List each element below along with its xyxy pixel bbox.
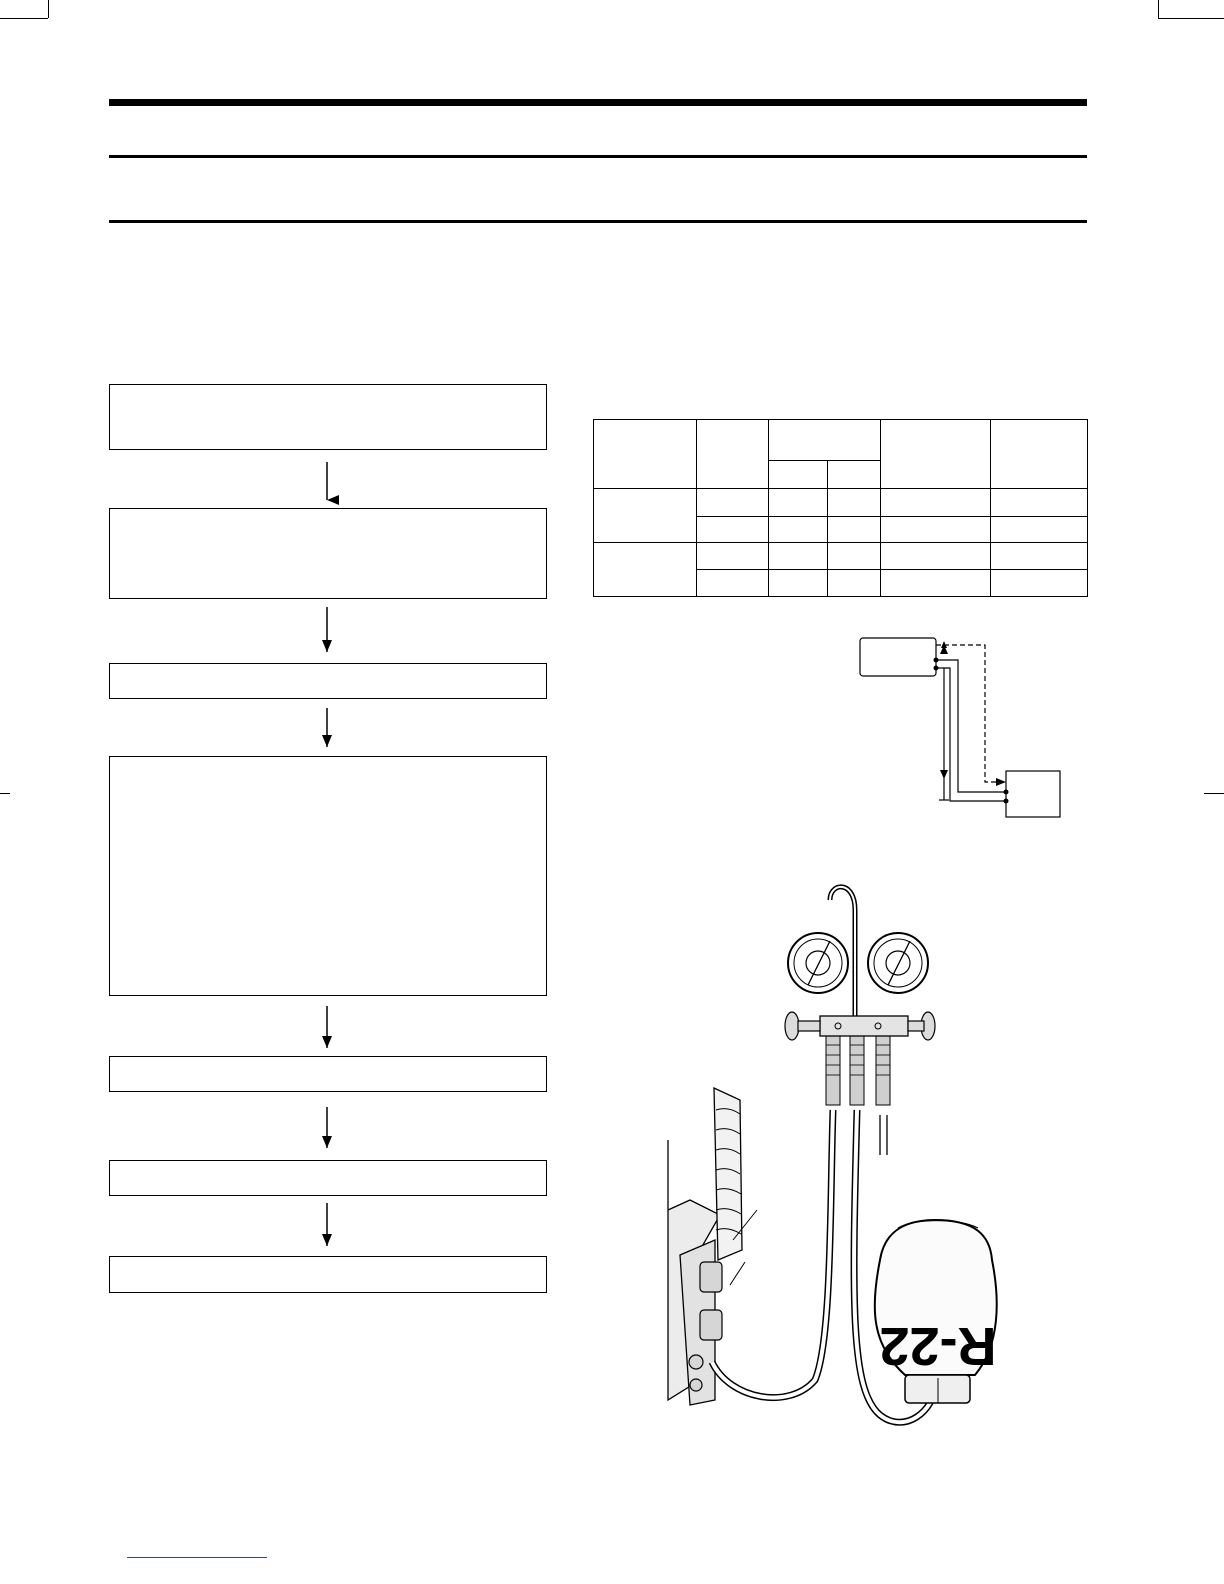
- header-rule-thick: [109, 99, 1087, 106]
- indoor-unit-box: [860, 638, 936, 676]
- piping-schematic: [850, 630, 1070, 825]
- hose-fitting: [850, 1035, 864, 1105]
- drain-line: [936, 645, 1000, 782]
- gauge-cylinder-illustration: [660, 880, 1080, 1440]
- crop-mark: [1204, 793, 1224, 794]
- table-cell: [828, 461, 881, 489]
- table-row: [594, 543, 1088, 570]
- cylinder-label: R-22: [879, 1316, 997, 1376]
- spec-table: [593, 419, 1088, 597]
- table-cell: [696, 420, 769, 489]
- high-pressure-gauge: [868, 933, 928, 993]
- table-cell: [769, 420, 881, 461]
- hose-fitting: [826, 1035, 840, 1105]
- service-valve: [700, 1262, 722, 1292]
- hose-fitting: [876, 1035, 890, 1105]
- crop-mark: [48, 0, 49, 18]
- flow-arrows: [300, 450, 360, 1260]
- service-valve: [700, 1310, 722, 1340]
- manifold-body: [820, 1016, 908, 1036]
- table-row: [594, 489, 1088, 517]
- table-cell: [594, 420, 697, 489]
- header-rule: [109, 155, 1087, 158]
- table-cell: [594, 543, 697, 597]
- crop-mark: [1158, 18, 1224, 19]
- pipe-line: [936, 668, 1006, 801]
- table-cell: [880, 420, 991, 489]
- outdoor-unit-box: [1006, 771, 1060, 817]
- crop-mark: [1158, 0, 1159, 18]
- crop-mark: [0, 18, 48, 19]
- flow-step-box: [109, 384, 547, 450]
- crop-mark: [0, 793, 10, 794]
- table-cell: [991, 420, 1088, 489]
- table-cell: [769, 461, 828, 489]
- footer-rule: [127, 1557, 267, 1558]
- low-pressure-gauge: [788, 933, 848, 993]
- valve-knob: [785, 1012, 799, 1040]
- flow-step-box: [109, 1256, 547, 1293]
- header-rule: [109, 220, 1087, 223]
- table-cell: [594, 489, 697, 543]
